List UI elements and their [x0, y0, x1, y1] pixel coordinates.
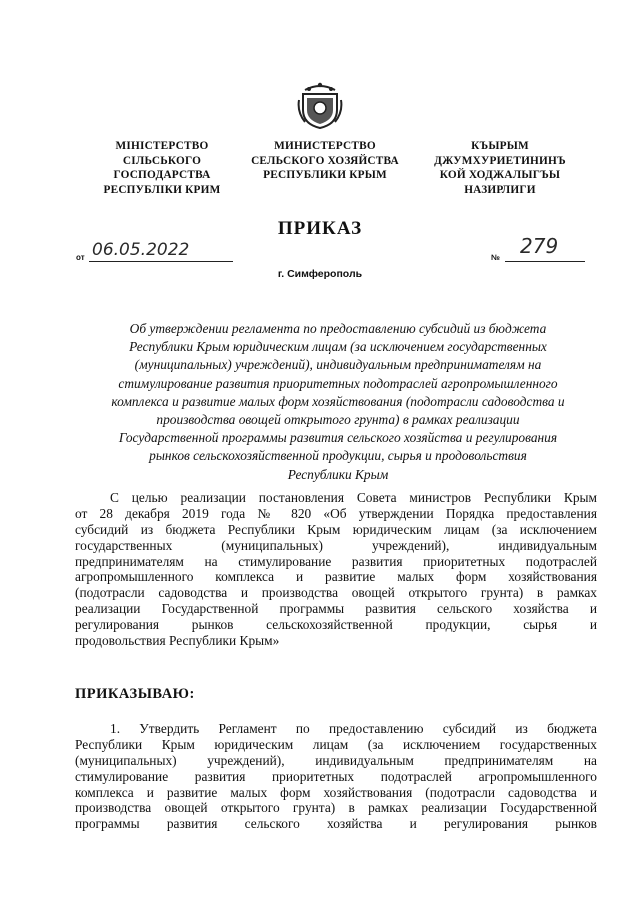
- paragraph-line: регулирования рынков сельскохозяйственной продукции, сырья и: [75, 617, 597, 633]
- header-line: СЕЛЬСКОГО ХОЗЯЙСТВА: [251, 154, 399, 167]
- paragraph-line: предпринимателям на стимулирование развития приоритетных подотраслей: [75, 553, 597, 569]
- preamble-paragraph: [75, 490, 597, 649]
- order-heading: ПРИКАЗЫВАЮ:: [75, 686, 195, 702]
- paragraph-line: программы развития сельского хозяйства и регулирования рынков: [75, 816, 597, 832]
- paragraph-line: комплекса и развитие малых форм хозяйствования (подотрасли садоводства и: [75, 784, 597, 800]
- header-line: НАЗИРЛИГИ: [464, 183, 536, 196]
- paragraph-line: государственных (муниципальных) учреждений), индивидуальным: [75, 537, 597, 553]
- number-prefix: №: [491, 253, 500, 262]
- header-crimean-tatar: [402, 139, 598, 197]
- header-line: ДЖУМХУРИЕТИНИНЪ: [434, 154, 566, 167]
- paragraph-line: (подотрасли садоводства и производства овощей открытого грунта) в рамках: [75, 585, 597, 601]
- subject-line: стимулирование развития приоритетных подотраслей агропромышленного: [118, 375, 558, 391]
- subject-line: Республики Крым юридическим лицам (за исключением государственных: [129, 339, 547, 355]
- header-line: РЕСПУБЛІКИ КРИМ: [103, 183, 221, 196]
- paragraph-line: производства овощей открытого грунта) в рамках реализации Государственной: [75, 800, 597, 816]
- header-line: РЕСПУБЛИКИ КРЫМ: [263, 169, 387, 182]
- header-line: МІНІСТЕРСТВО: [115, 140, 209, 152]
- subject-line: Республики Крым: [287, 466, 389, 482]
- document-subject: [76, 320, 600, 484]
- subject-line: (муниципальных) учреждений), индивидуальным предпринимателям на: [134, 357, 542, 373]
- header-line: КЪЫРЫМ: [471, 140, 529, 152]
- date-value: 06.05.2022: [92, 240, 190, 260]
- number-value: 279: [520, 234, 559, 258]
- header-line: МИНИСТЕРСТВО: [274, 140, 376, 152]
- date-prefix: от: [76, 253, 85, 262]
- paragraph-line: 1. Утвердить Регламент по предоставлению субсидий из бюджета: [110, 721, 597, 736]
- paragraph-line: (муниципальных) учреждений), индивидуальным предпринимателям на: [75, 752, 597, 768]
- header-russian: [232, 139, 418, 183]
- date-underline: [89, 261, 233, 262]
- subject-line: рынков сельскохозяйственной продукции, сырья и продовольствия: [149, 448, 527, 464]
- header-ukrainian: [78, 139, 246, 197]
- subject-line: Государственной программы развития сельского хозяйства и регулирования: [118, 430, 558, 446]
- subject-line: Об утверждении регламента по предоставлению субсидий из бюджета: [129, 321, 547, 336]
- paragraph-line: С целью реализации постановления Совета министров Республики Крым: [110, 490, 597, 505]
- paragraph-line: от 28 декабря 2019 года № 820 «Об утверждении Порядка предоставления: [75, 505, 597, 521]
- coat-of-arms-icon: [297, 80, 343, 130]
- paragraph-line: субсидий из бюджета Республики Крым юридическим лицам (за исключением: [75, 521, 597, 537]
- subject-line: производства овощей открытого грунта) в рамках реализации: [156, 412, 520, 428]
- number-underline: [505, 261, 585, 262]
- order-item-1: [75, 721, 597, 832]
- header-line: КОЙ ХОДЖАЛЫГЪЫ: [439, 169, 561, 182]
- subject-line: комплекса и развитие малых форм хозяйствования (подотрасли садоводства и: [111, 393, 565, 409]
- paragraph-line: агропромышленного комплекса и развитие малых форм хозяйствования: [75, 569, 597, 585]
- paragraph-line: продовольствия Республики Крым»: [75, 633, 280, 649]
- paragraph-line: Республики Крым юридическим лицам (за исключением государственных: [75, 736, 597, 752]
- document-title: ПРИКАЗ: [277, 218, 363, 239]
- paragraph-line: реализации Государственной программы развития сельского хозяйства и: [75, 601, 597, 617]
- paragraph-line: стимулирование развития приоритетных подотраслей агропромышленного: [75, 768, 597, 784]
- header-line: ГОСПОДАРСТВА: [113, 169, 211, 182]
- city: г. Симферополь: [277, 268, 363, 280]
- header-line: СІЛЬСЬКОГО: [122, 154, 202, 167]
